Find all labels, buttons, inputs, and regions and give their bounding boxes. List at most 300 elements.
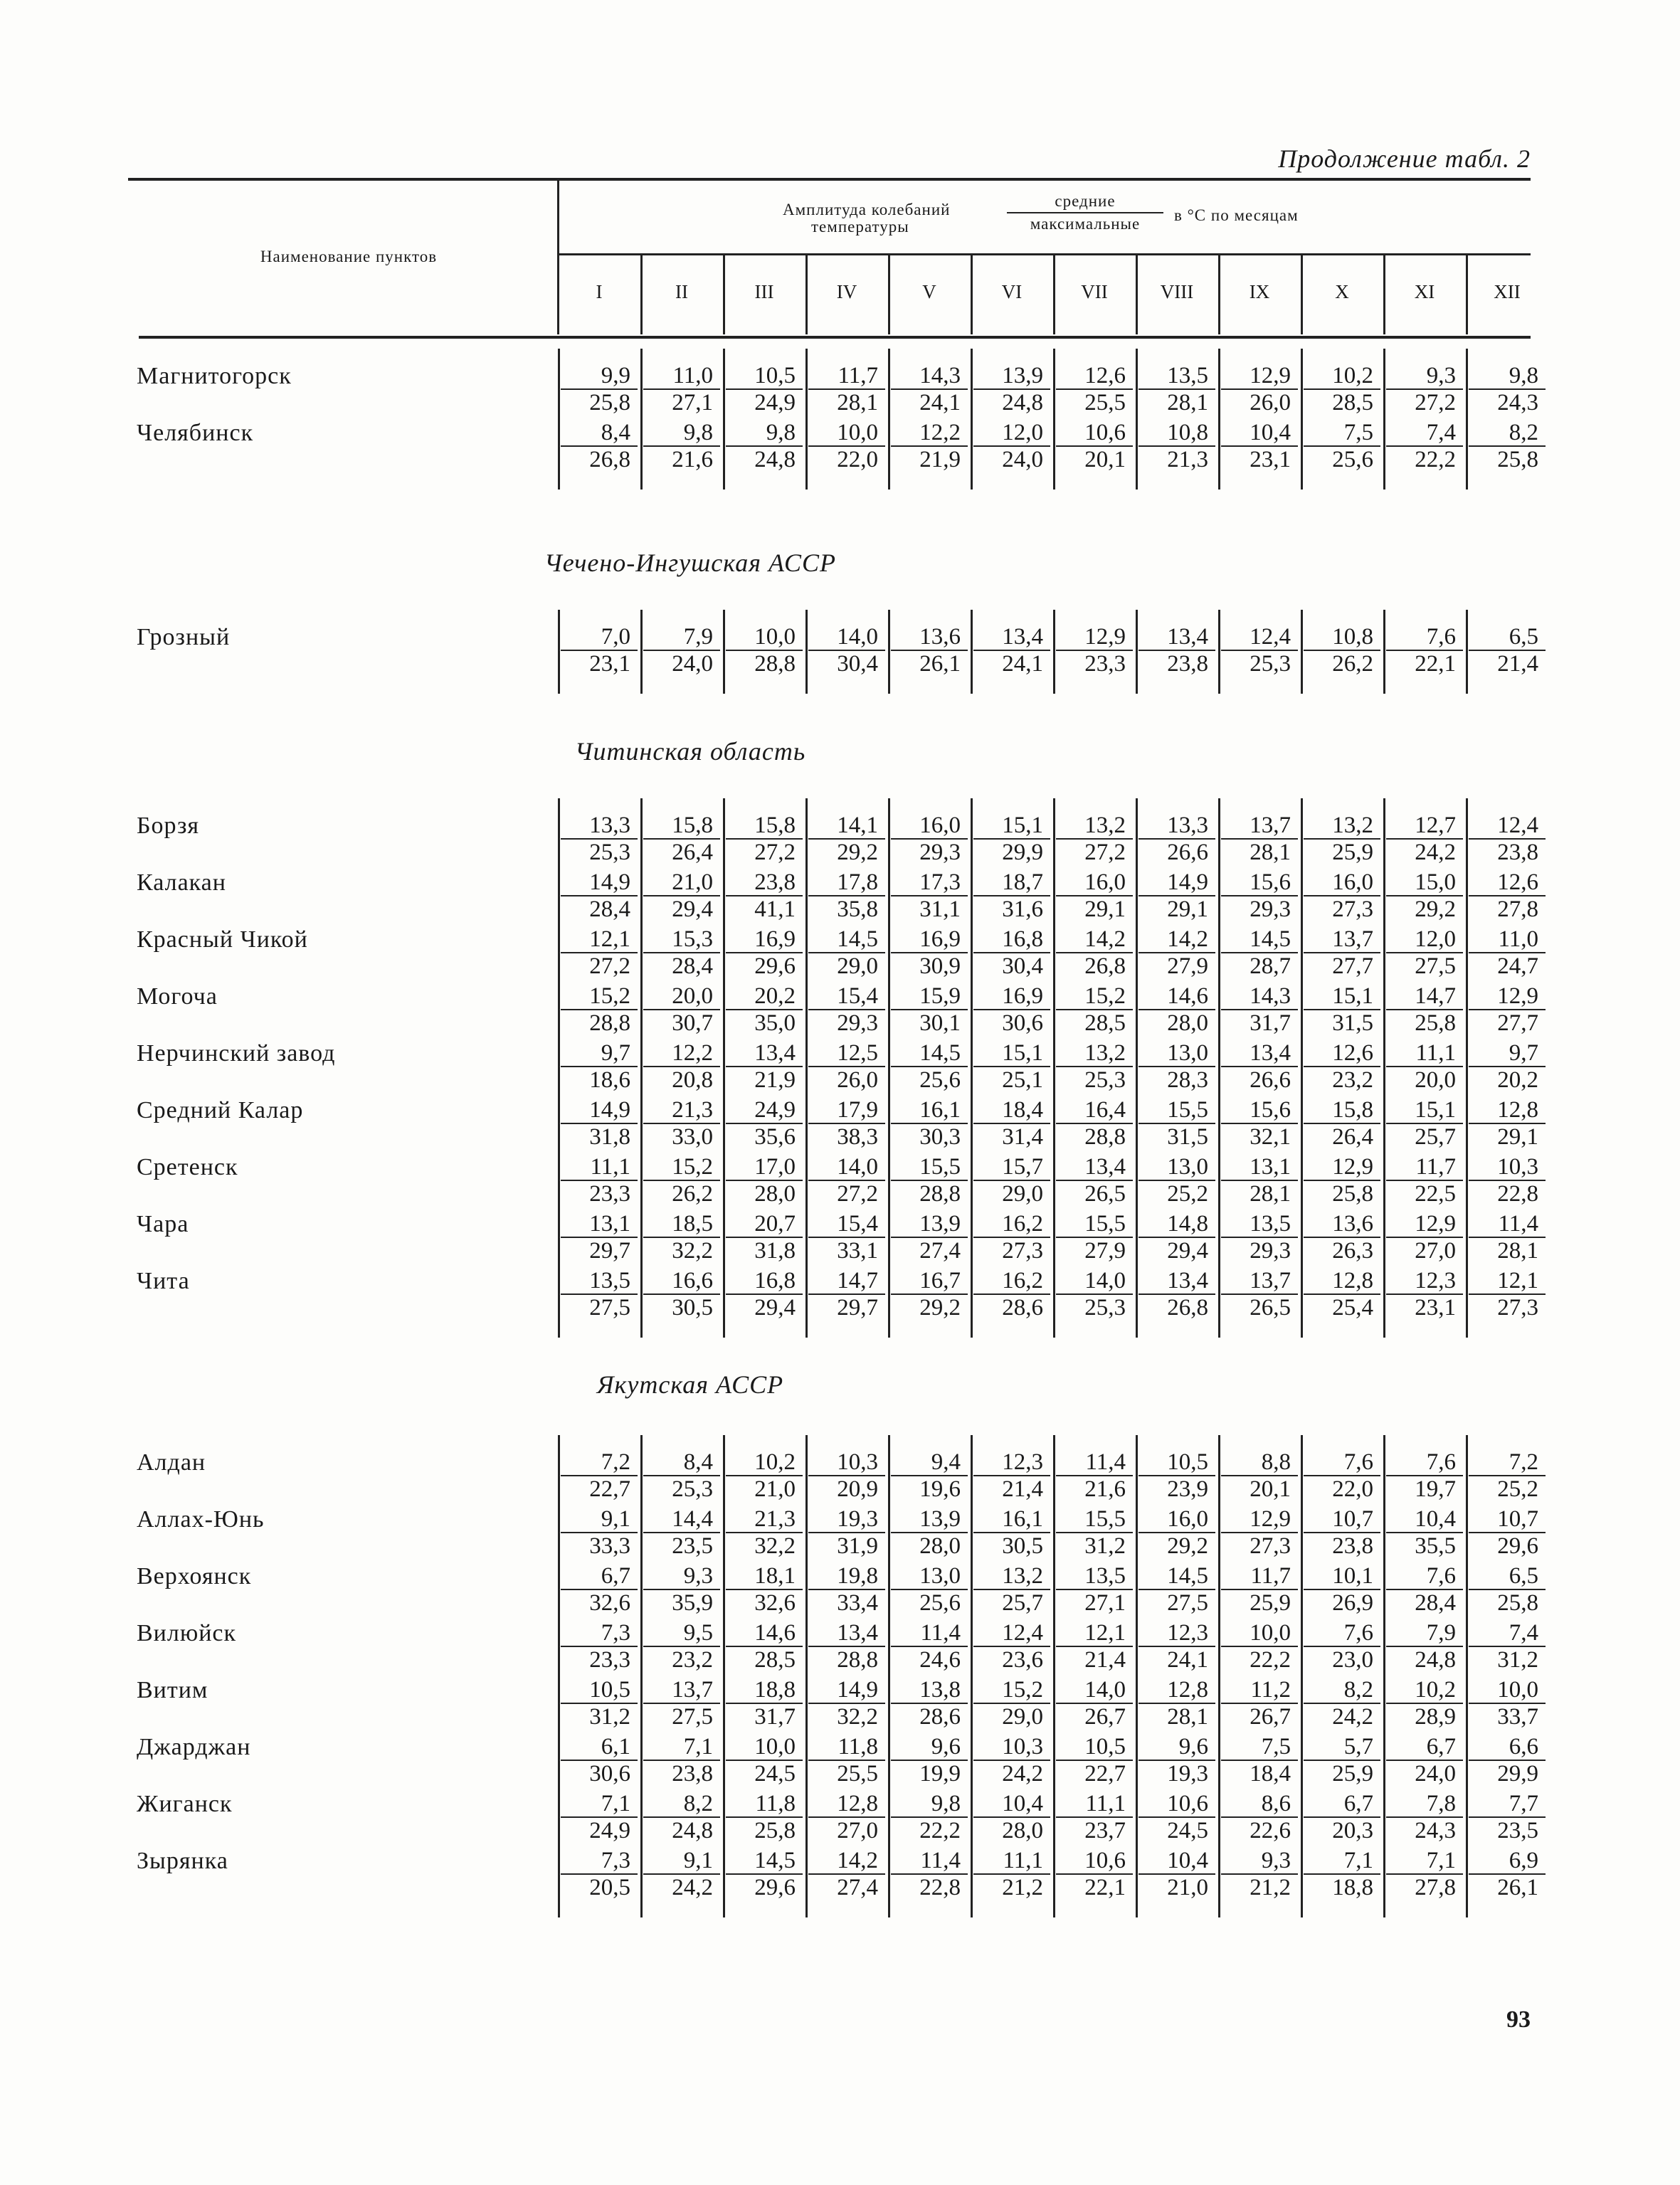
mean-amplitude-cell: 6,7 (601, 1563, 630, 1589)
max-amplitude-cell: 27,3 (1002, 1238, 1043, 1264)
mean-amplitude-cell: 21,3 (672, 1097, 713, 1123)
max-amplitude-cell: 21,2 (1250, 1875, 1291, 1900)
max-amplitude-cell: 25,8 (1332, 1181, 1373, 1207)
max-amplitude-cell: 30,5 (1002, 1533, 1043, 1559)
max-amplitude-cell: 23,8 (1332, 1533, 1373, 1559)
max-amplitude-cell: 28,8 (1084, 1124, 1126, 1150)
mean-amplitude-cell: 7,2 (601, 1449, 630, 1475)
mean-amplitude-cell: 16,2 (1002, 1268, 1043, 1293)
mean-amplitude-cell: 11,1 (1415, 1040, 1456, 1066)
max-amplitude-cell: 41,1 (754, 896, 796, 922)
header-column-rule (1136, 255, 1138, 334)
max-amplitude-cell: 27,5 (672, 1704, 713, 1730)
mean-amplitude-cell: 9,7 (1509, 1040, 1538, 1066)
mean-amplitude-cell: 10,5 (754, 363, 796, 388)
max-amplitude-cell: 20,8 (672, 1067, 713, 1093)
max-amplitude-cell: 26,3 (1332, 1238, 1373, 1264)
mean-amplitude-cell: 6,1 (601, 1734, 630, 1760)
max-amplitude-cell: 30,6 (589, 1761, 630, 1787)
header-column-rule (805, 255, 808, 334)
mean-amplitude-cell: 14,0 (1084, 1677, 1126, 1703)
max-amplitude-cell: 25,9 (1250, 1590, 1291, 1616)
max-amplitude-cell: 18,6 (589, 1067, 630, 1093)
mean-amplitude-cell: 9,8 (1509, 363, 1538, 388)
mean-amplitude-cell: 8,2 (1509, 420, 1538, 445)
max-amplitude-cell: 25,2 (1497, 1476, 1538, 1502)
max-amplitude-cell: 21,4 (1002, 1476, 1043, 1502)
max-amplitude-cell: 28,8 (754, 651, 796, 677)
name-column-header: Наименование пунктов (260, 248, 438, 265)
max-amplitude-cell: 28,5 (1084, 1010, 1126, 1036)
max-amplitude-cell: 35,8 (837, 896, 878, 922)
mean-amplitude-cell: 7,9 (683, 624, 713, 650)
mean-amplitude-cell: 7,7 (1509, 1791, 1538, 1816)
mean-amplitude-cell: 16,9 (754, 926, 796, 952)
mean-amplitude-cell: 15,5 (1084, 1211, 1126, 1237)
mean-amplitude-cell: 15,6 (1250, 1097, 1291, 1123)
mean-amplitude-cell: 12,3 (1002, 1449, 1043, 1475)
max-amplitude-cell: 25,8 (1415, 1010, 1456, 1036)
mean-amplitude-cell: 12,4 (1002, 1620, 1043, 1646)
max-amplitude-cell: 33,7 (1497, 1704, 1538, 1730)
max-amplitude-cell: 29,6 (1497, 1533, 1538, 1559)
mean-amplitude-cell: 10,6 (1084, 1848, 1126, 1873)
max-amplitude-cell: 27,2 (1415, 390, 1456, 416)
max-amplitude-cell: 29,2 (837, 840, 878, 865)
max-amplitude-cell: 27,2 (1084, 840, 1126, 865)
max-amplitude-cell: 29,3 (919, 840, 961, 865)
mean-amplitude-cell: 15,6 (1250, 869, 1291, 895)
mean-amplitude-cell: 20,7 (754, 1211, 796, 1237)
max-amplitude-cell: 24,1 (1167, 1647, 1208, 1673)
max-amplitude-cell: 24,2 (1002, 1761, 1043, 1787)
max-amplitude-cell: 33,0 (672, 1124, 713, 1150)
mean-amplitude-cell: 13,4 (837, 1620, 878, 1646)
max-amplitude-cell: 24,8 (1002, 390, 1043, 416)
mean-amplitude-cell: 13,7 (1250, 813, 1291, 838)
page-number: 93 (1506, 2006, 1531, 2033)
mean-amplitude-cell: 15,1 (1415, 1097, 1456, 1123)
max-amplitude-cell: 27,0 (837, 1818, 878, 1843)
max-amplitude-cell: 28,5 (754, 1647, 796, 1673)
max-amplitude-cell: 20,2 (1497, 1067, 1538, 1093)
mean-amplitude-cell: 16,4 (1084, 1097, 1126, 1123)
max-amplitude-cell: 29,9 (1497, 1761, 1538, 1787)
max-amplitude-cell: 20,3 (1332, 1818, 1373, 1843)
station-name: Алдан (137, 1449, 206, 1476)
max-amplitude-cell: 23,2 (672, 1647, 713, 1673)
mean-amplitude-cell: 16,0 (1167, 1506, 1208, 1532)
max-amplitude-cell: 22,7 (589, 1476, 630, 1502)
mean-amplitude-cell: 14,7 (837, 1268, 878, 1293)
mean-amplitude-cell: 9,8 (766, 420, 796, 445)
month-header: VIII (1160, 281, 1194, 302)
mean-amplitude-cell: 14,9 (589, 1097, 630, 1123)
mean-amplitude-cell: 9,1 (601, 1506, 630, 1532)
max-amplitude-cell: 21,0 (1167, 1875, 1208, 1900)
mean-amplitude-cell: 15,8 (1332, 1097, 1373, 1123)
mean-amplitude-cell: 12,8 (1332, 1268, 1373, 1293)
max-amplitude-cell: 24,0 (1415, 1761, 1456, 1787)
max-amplitude-cell: 26,9 (1332, 1590, 1373, 1616)
max-amplitude-cell: 21,2 (1002, 1875, 1043, 1900)
max-amplitude-cell: 26,4 (672, 840, 713, 865)
max-amplitude-cell: 32,6 (589, 1590, 630, 1616)
max-amplitude-cell: 29,3 (837, 1010, 878, 1036)
max-amplitude-cell: 29,4 (672, 896, 713, 922)
mean-amplitude-cell: 8,2 (1343, 1677, 1373, 1703)
max-amplitude-cell: 24,5 (1167, 1818, 1208, 1843)
max-amplitude-cell: 26,8 (589, 447, 630, 472)
mean-amplitude-cell: 14,6 (1167, 983, 1208, 1009)
mean-amplitude-cell: 10,8 (1332, 624, 1373, 650)
max-amplitude-cell: 28,8 (919, 1181, 961, 1207)
max-amplitude-cell: 29,1 (1167, 896, 1208, 922)
max-amplitude-cell: 19,3 (1167, 1761, 1208, 1787)
mean-amplitude-cell: 13,3 (1167, 813, 1208, 838)
max-amplitude-cell: 30,9 (919, 953, 961, 979)
station-name: Грозный (137, 624, 231, 650)
mean-amplitude-cell: 13,2 (1084, 1040, 1126, 1066)
mean-amplitude-cell: 12,1 (1084, 1620, 1126, 1646)
max-amplitude-cell: 23,8 (1497, 840, 1538, 865)
max-amplitude-cell: 24,3 (1415, 1818, 1456, 1843)
mean-amplitude-cell: 14,5 (919, 1040, 961, 1066)
mean-amplitude-cell: 8,2 (683, 1791, 713, 1816)
mean-amplitude-cell: 11,1 (590, 1154, 630, 1180)
max-amplitude-cell: 27,0 (1415, 1238, 1456, 1264)
mean-amplitude-cell: 13,6 (919, 624, 961, 650)
max-amplitude-cell: 27,3 (1497, 1295, 1538, 1321)
section-heading: Якутская АССР (596, 1370, 784, 1399)
mean-amplitude-cell: 7,0 (601, 624, 630, 650)
mean-amplitude-cell: 17,0 (754, 1154, 796, 1180)
mean-amplitude-cell: 15,5 (1167, 1097, 1208, 1123)
max-amplitude-cell: 25,5 (1084, 390, 1126, 416)
mean-amplitude-cell: 9,8 (683, 420, 713, 445)
max-amplitude-cell: 23,8 (1167, 651, 1208, 677)
max-amplitude-cell: 24,9 (589, 1818, 630, 1843)
mean-amplitude-cell: 12,9 (1250, 363, 1291, 388)
mean-amplitude-cell: 12,5 (837, 1040, 878, 1066)
max-amplitude-cell: 29,7 (837, 1295, 878, 1321)
max-amplitude-cell: 26,2 (1332, 651, 1373, 677)
max-amplitude-cell: 21,6 (1084, 1476, 1126, 1502)
mean-amplitude-cell: 7,6 (1426, 1449, 1456, 1475)
max-amplitude-cell: 24,7 (1497, 953, 1538, 979)
mean-amplitude-cell: 7,3 (601, 1848, 630, 1873)
max-amplitude-cell: 26,5 (1250, 1295, 1291, 1321)
mean-amplitude-cell: 16,7 (919, 1268, 961, 1293)
max-amplitude-cell: 28,4 (589, 896, 630, 922)
mean-amplitude-cell: 14,3 (1250, 983, 1291, 1009)
max-amplitude-cell: 23,7 (1084, 1818, 1126, 1843)
mean-amplitude-cell: 7,1 (1426, 1848, 1456, 1873)
mean-amplitude-cell: 7,6 (1426, 624, 1456, 650)
station-name: Чита (137, 1268, 190, 1294)
mean-amplitude-cell: 6,7 (1426, 1734, 1456, 1760)
max-amplitude-cell: 27,2 (837, 1181, 878, 1207)
mean-amplitude-cell: 15,1 (1002, 1040, 1043, 1066)
max-amplitude-cell: 25,1 (1002, 1067, 1043, 1093)
month-header: I (596, 281, 603, 302)
mean-amplitude-cell: 14,2 (837, 1848, 878, 1873)
max-amplitude-cell: 28,0 (919, 1533, 961, 1559)
max-amplitude-cell: 24,8 (672, 1818, 713, 1843)
max-amplitude-cell: 29,2 (919, 1295, 961, 1321)
max-amplitude-cell: 32,6 (754, 1590, 796, 1616)
max-amplitude-cell: 31,4 (1002, 1124, 1043, 1150)
max-amplitude-cell: 25,6 (919, 1590, 961, 1616)
mean-amplitude-cell: 9,6 (931, 1734, 961, 1760)
continuation-label: Продолжение табл. 2 (1278, 144, 1531, 173)
month-header: VI (1001, 281, 1023, 302)
station-name: Магнитогорск (137, 363, 292, 389)
mean-amplitude-cell: 13,6 (1332, 1211, 1373, 1237)
max-amplitude-cell: 25,3 (1250, 651, 1291, 677)
max-amplitude-cell: 26,1 (1497, 1875, 1538, 1900)
max-amplitude-cell: 28,4 (1415, 1590, 1456, 1616)
mean-amplitude-cell: 13,3 (589, 813, 630, 838)
mean-amplitude-cell: 17,9 (837, 1097, 878, 1123)
mean-amplitude-cell: 14,9 (1167, 869, 1208, 895)
station-name: Калакан (137, 869, 226, 896)
max-amplitude-cell: 24,1 (919, 390, 961, 416)
mean-amplitude-cell: 20,2 (754, 983, 796, 1009)
mean-amplitude-cell: 7,8 (1426, 1791, 1456, 1816)
max-amplitude-cell: 20,1 (1084, 447, 1126, 472)
max-amplitude-cell: 27,1 (1084, 1590, 1126, 1616)
station-name: Красный Чикой (137, 926, 308, 953)
max-amplitude-cell: 32,2 (672, 1238, 713, 1264)
mean-amplitude-cell: 8,6 (1261, 1791, 1291, 1816)
max-amplitude-cell: 31,5 (1332, 1010, 1373, 1036)
mean-amplitude-cell: 23,8 (754, 869, 796, 895)
max-amplitude-cell: 26,7 (1084, 1704, 1126, 1730)
max-amplitude-cell: 23,3 (589, 1647, 630, 1673)
mean-amplitude-cell: 13,7 (672, 1677, 713, 1703)
mean-amplitude-cell: 21,0 (672, 869, 713, 895)
max-amplitude-cell: 26,4 (1332, 1124, 1373, 1150)
mean-amplitude-cell: 10,5 (589, 1677, 630, 1703)
mean-amplitude-cell: 14,0 (837, 1154, 878, 1180)
mean-amplitude-cell: 7,4 (1426, 420, 1456, 445)
max-amplitude-cell: 30,3 (919, 1124, 961, 1150)
mean-amplitude-cell: 12,8 (1497, 1097, 1538, 1123)
max-amplitude-cell: 28,3 (1167, 1067, 1208, 1093)
mean-amplitude-cell: 16,0 (1084, 869, 1126, 895)
mean-amplitude-cell: 12,0 (1415, 926, 1456, 952)
max-amplitude-cell: 28,1 (1250, 1181, 1291, 1207)
month-header: XII (1494, 281, 1521, 302)
max-amplitude-cell: 29,0 (1002, 1704, 1043, 1730)
mean-amplitude-cell: 11,8 (755, 1791, 796, 1816)
mean-amplitude-cell: 10,3 (837, 1449, 878, 1475)
max-amplitude-cell: 21,3 (1167, 447, 1208, 472)
mean-amplitude-cell: 11,7 (1415, 1154, 1456, 1180)
max-amplitude-cell: 28,1 (1497, 1238, 1538, 1264)
month-header: VII (1081, 281, 1108, 302)
max-amplitude-cell: 25,3 (1084, 1295, 1126, 1321)
header-column-rule (1053, 255, 1055, 334)
max-amplitude-cell: 30,6 (1002, 1010, 1043, 1036)
mean-amplitude-cell: 17,8 (837, 869, 878, 895)
max-amplitude-cell: 31,9 (837, 1533, 878, 1559)
max-amplitude-cell: 31,2 (1084, 1533, 1126, 1559)
max-amplitude-cell: 18,4 (1250, 1761, 1291, 1787)
mean-amplitude-cell: 9,3 (683, 1563, 713, 1589)
max-amplitude-cell: 32,2 (837, 1704, 878, 1730)
section-heading: Читинская область (574, 737, 806, 766)
mean-amplitude-cell: 14,9 (589, 869, 630, 895)
mean-amplitude-cell: 11,2 (1250, 1677, 1291, 1703)
max-amplitude-cell: 29,0 (1002, 1181, 1043, 1207)
mean-amplitude-cell: 13,5 (1167, 363, 1208, 388)
max-amplitude-cell: 29,1 (1084, 896, 1126, 922)
max-amplitude-cell: 33,3 (589, 1533, 630, 1559)
max-amplitude-cell: 24,9 (754, 390, 796, 416)
max-amplitude-cell: 25,6 (1332, 447, 1373, 472)
mean-amplitude-cell: 10,4 (1250, 420, 1291, 445)
header-column-rule (971, 255, 973, 334)
max-amplitude-cell: 25,4 (1332, 1295, 1373, 1321)
max-amplitude-cell: 29,3 (1250, 896, 1291, 922)
max-amplitude-cell: 28,1 (1250, 840, 1291, 865)
mean-amplitude-cell: 7,5 (1261, 1734, 1291, 1760)
max-amplitude-cell: 28,6 (1002, 1295, 1043, 1321)
mean-amplitude-cell: 15,2 (1084, 983, 1126, 1009)
max-amplitude-cell: 29,6 (754, 953, 796, 979)
max-amplitude-cell: 28,5 (1332, 390, 1373, 416)
mean-amplitude-cell: 12,9 (1084, 624, 1126, 650)
mean-amplitude-cell: 7,1 (683, 1734, 713, 1760)
mean-amplitude-cell: 15,9 (919, 983, 961, 1009)
mean-amplitude-cell: 8,4 (601, 420, 630, 445)
max-amplitude-cell: 30,4 (1002, 953, 1043, 979)
max-amplitude-cell: 22,1 (1084, 1875, 1126, 1900)
max-amplitude-cell: 24,1 (1002, 651, 1043, 677)
max-amplitude-cell: 26,1 (919, 651, 961, 677)
mean-amplitude-cell: 6,6 (1509, 1734, 1538, 1760)
max-amplitude-cell: 31,7 (754, 1704, 796, 1730)
max-amplitude-cell: 20,9 (837, 1476, 878, 1502)
mean-amplitude-cell: 13,4 (754, 1040, 796, 1066)
mean-amplitude-cell: 13,5 (1250, 1211, 1291, 1237)
mean-amplitude-cell: 16,6 (672, 1268, 713, 1293)
max-amplitude-cell: 23,2 (1332, 1067, 1373, 1093)
max-amplitude-cell: 30,5 (672, 1295, 713, 1321)
max-amplitude-cell: 26,2 (672, 1181, 713, 1207)
amplitude-line1: Амплитуда колебаний (783, 201, 951, 218)
mean-amplitude-cell: 19,8 (837, 1563, 878, 1589)
mean-amplitude-cell: 16,2 (1002, 1211, 1043, 1237)
header-column-rule (1466, 255, 1468, 334)
mean-amplitude-cell: 10,2 (1332, 363, 1373, 388)
mean-amplitude-cell: 12,1 (1497, 1268, 1538, 1293)
mean-amplitude-cell: 14,2 (1084, 926, 1126, 952)
mean-amplitude-cell: 11,7 (838, 363, 878, 388)
header-column-rule (888, 255, 890, 334)
max-amplitude-cell: 28,1 (1167, 1704, 1208, 1730)
max-amplitude-cell: 26,0 (1250, 390, 1291, 416)
mean-amplitude-cell: 15,5 (919, 1154, 961, 1180)
station-name: Чара (137, 1211, 189, 1237)
mean-amplitude-cell: 10,1 (1332, 1563, 1373, 1589)
mean-amplitude-cell: 12,1 (589, 926, 630, 952)
max-amplitude-cell: 31,1 (919, 896, 961, 922)
mean-amplitude-cell: 7,6 (1343, 1620, 1373, 1646)
max-amplitude-cell: 26,7 (1250, 1704, 1291, 1730)
fraction-denominator: максимальные (1030, 215, 1141, 233)
mean-amplitude-cell: 13,2 (1002, 1563, 1043, 1589)
mean-amplitude-cell: 13,4 (1250, 1040, 1291, 1066)
header-bottom-rule (139, 336, 1531, 339)
mean-amplitude-cell: 16,0 (1332, 869, 1373, 895)
max-amplitude-cell: 25,8 (1497, 447, 1538, 472)
amplitude-tail: в °С по месяцам (1174, 206, 1299, 224)
mean-amplitude-cell: 15,8 (672, 813, 713, 838)
mean-amplitude-cell: 12,4 (1497, 813, 1538, 838)
max-amplitude-cell: 25,3 (672, 1476, 713, 1502)
max-amplitude-cell: 22,2 (1250, 1647, 1291, 1673)
max-amplitude-cell: 38,3 (837, 1124, 878, 1150)
mean-amplitude-cell: 6,7 (1343, 1791, 1373, 1816)
mean-amplitude-cell: 10,2 (1415, 1677, 1456, 1703)
mean-amplitude-cell: 12,3 (1415, 1268, 1456, 1293)
max-amplitude-cell: 27,8 (1415, 1875, 1456, 1900)
mean-amplitude-cell: 12,7 (1415, 813, 1456, 838)
mean-amplitude-cell: 14,5 (1250, 926, 1291, 952)
max-amplitude-cell: 22,1 (1415, 651, 1456, 677)
mean-amplitude-cell: 14,5 (1167, 1563, 1208, 1589)
mean-amplitude-cell: 12,2 (919, 420, 961, 445)
amplitude-fraction (1007, 192, 1163, 233)
max-amplitude-cell: 26,5 (1084, 1181, 1126, 1207)
max-amplitude-cell: 35,5 (1415, 1533, 1456, 1559)
mean-amplitude-cell: 7,3 (601, 1620, 630, 1646)
mean-amplitude-cell: 10,0 (1250, 1620, 1291, 1646)
station-name: Могоча (137, 983, 218, 1010)
max-amplitude-cell: 33,4 (837, 1590, 878, 1616)
mean-amplitude-cell: 13,0 (919, 1563, 961, 1589)
max-amplitude-cell: 19,9 (919, 1761, 961, 1787)
mean-amplitude-cell: 14,9 (837, 1677, 878, 1703)
max-amplitude-cell: 35,0 (754, 1010, 796, 1036)
max-amplitude-cell: 26,6 (1167, 840, 1208, 865)
mean-amplitude-cell: 13,4 (1084, 1154, 1126, 1180)
mean-amplitude-cell: 18,8 (754, 1677, 796, 1703)
header-vertical-rule (557, 181, 559, 334)
max-amplitude-cell: 29,2 (1415, 896, 1456, 922)
station-name: Витим (137, 1677, 208, 1703)
max-amplitude-cell: 23,3 (589, 1181, 630, 1207)
max-amplitude-cell: 21,9 (754, 1067, 796, 1093)
max-amplitude-cell: 27,3 (1332, 896, 1373, 922)
mean-amplitude-cell: 15,4 (837, 983, 878, 1009)
mean-amplitude-cell: 14,7 (1415, 983, 1456, 1009)
mean-amplitude-cell: 13,1 (589, 1211, 630, 1237)
mean-amplitude-cell: 18,7 (1002, 869, 1043, 895)
header-column-rule (640, 255, 643, 334)
max-amplitude-cell: 22,0 (1332, 1476, 1373, 1502)
max-amplitude-cell: 27,4 (919, 1238, 961, 1264)
max-amplitude-cell: 25,9 (1332, 1761, 1373, 1787)
top-rule (128, 178, 1531, 181)
mean-amplitude-cell: 14,0 (837, 624, 878, 650)
max-amplitude-cell: 23,3 (1084, 651, 1126, 677)
mean-amplitude-cell: 12,9 (1415, 1211, 1456, 1237)
mean-amplitude-cell: 10,7 (1332, 1506, 1373, 1532)
